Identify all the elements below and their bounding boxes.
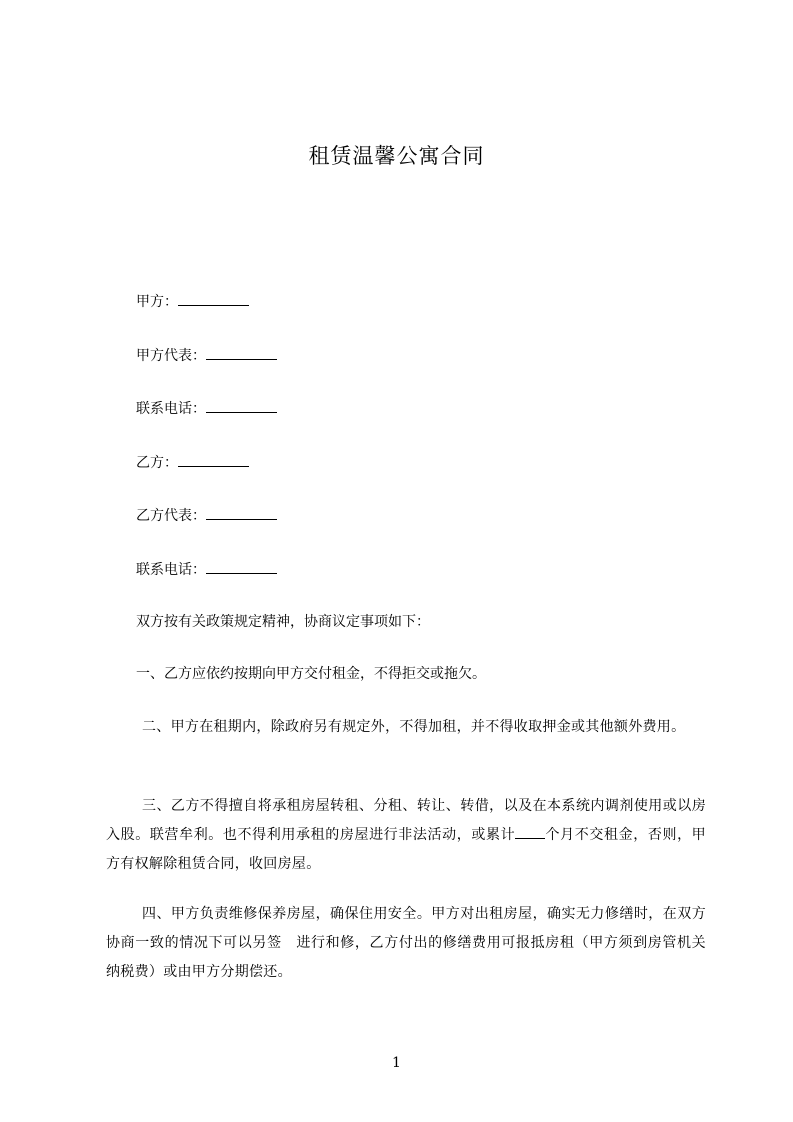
- party-a-label: 甲方：: [136, 294, 178, 310]
- party-b-rep-label: 乙方代表：: [136, 508, 206, 524]
- months-blank[interactable]: [515, 824, 545, 839]
- party-a-field: [136, 291, 249, 312]
- party-a-blank[interactable]: [178, 291, 249, 306]
- party-a-rep-label: 甲方代表：: [136, 348, 206, 364]
- party-b-phone-blank[interactable]: [206, 559, 277, 574]
- party-a-phone-label: 联系电话：: [136, 401, 206, 417]
- clause-4: 四、甲方负责维修保养房屋，确保住用安全。甲方对出租房屋，确实无力修缮时，在双方协商一致的情况下可以另签 进行和修，乙方付出的修缮费用可报抵房租（甲方须到房管机关纳税费）或由甲方分期偿还。: [106, 906, 706, 980]
- party-b-rep-blank[interactable]: [206, 505, 277, 520]
- document-title: 租赁温馨公寓合同: [308, 144, 485, 168]
- party-b-phone-label: 联系电话：: [136, 562, 206, 578]
- clause-3-part1: 三、乙方不得擅自将承租房屋转租、分租、转让、转借，以及在本系统内调剂使用或以房入股。联营牟利。也不得利用承租的房屋进行非法活动，或累计: [106, 798, 706, 843]
- clause-2: 二、甲方在租期内，除政府另有规定外，不得加租，并不得收取押金或其他额外费用。: [142, 719, 686, 735]
- party-a-phone-blank[interactable]: [206, 398, 277, 413]
- party-b-blank[interactable]: [178, 452, 249, 467]
- party-a-phone-field: [136, 398, 277, 419]
- party-b-phone-field: [136, 559, 277, 580]
- page-number: 1: [392, 1055, 401, 1071]
- party-a-rep-field: [136, 345, 277, 366]
- clause-3-part2: 个月不交租金，否则，甲方有权解除租赁合同，收回房屋。: [106, 827, 706, 872]
- party-b-label: 乙方：: [136, 455, 178, 471]
- intro-text: 双方按有关政策规定精神，协商议定事项如下：: [136, 614, 430, 630]
- clause-3: [106, 792, 706, 879]
- clause-1: 一、乙方应依约按期向甲方交付租金，不得拒交或拖欠。: [136, 666, 486, 682]
- party-b-rep-field: [136, 505, 277, 526]
- party-a-rep-blank[interactable]: [206, 345, 277, 360]
- party-b-field: [136, 452, 249, 473]
